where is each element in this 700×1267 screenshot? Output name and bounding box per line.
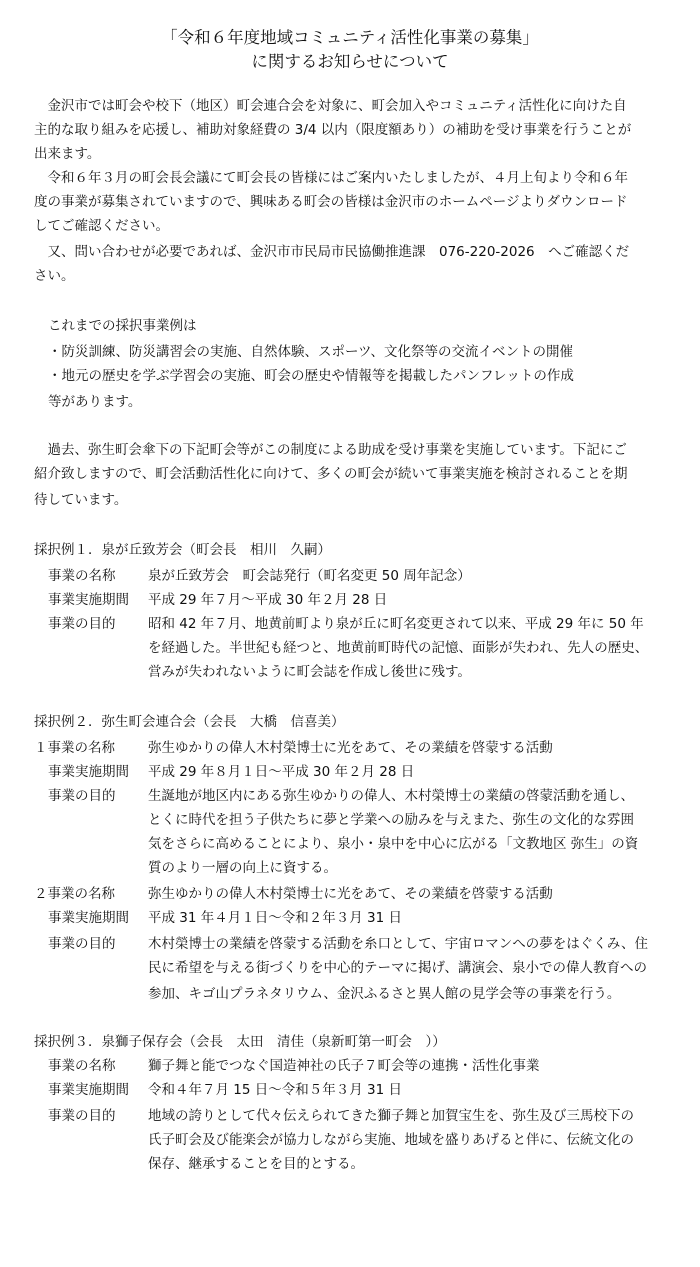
text-line: 出来ます。 bbox=[34, 146, 101, 162]
purpose-line: 地域の誇りとして代々伝えられてきた獅子舞と加賀宝生を、弥生及び三馬校下の bbox=[148, 1108, 634, 1124]
example-2-heading: 採択例２．弥生町会連合会（会長 大橋 信喜美） bbox=[34, 714, 345, 730]
purpose-label: 事業の目的 bbox=[48, 788, 116, 804]
purpose-label: 事業の目的 bbox=[48, 936, 116, 952]
period-label: 事業実施期間 bbox=[48, 764, 129, 780]
purpose-line: 生誕地が地区内にある弥生ゆかりの偉人、木村榮博士の業績の啓蒙活動を通し、 bbox=[148, 788, 634, 804]
purpose-line: 昭和 42 年７月、地黄前町より泉が丘に町名変更されて以来、平成 29 年に 50 年 bbox=[148, 616, 644, 632]
purpose-line: 参加、キゴ山プラネタリウム、金沢ふるさと異人館の見学会等の事業を行う。 bbox=[148, 986, 621, 1002]
purpose-line: 営みが失われないように町会誌を作成し後世に残す。 bbox=[148, 664, 471, 680]
purpose-label: 事業の目的 bbox=[48, 1108, 116, 1124]
purpose-line: を経過した。半世紀も経つと、地黄前町時代の記憶、面影が失われ、先人の歴史、 bbox=[148, 640, 649, 656]
text-line: 等があります。 bbox=[48, 394, 142, 410]
period-label: 事業実施期間 bbox=[48, 1082, 129, 1098]
text-line: これまでの採択事業例は bbox=[48, 318, 197, 334]
text-line: 過去、弥生町会傘下の下記町会等がこの制度による助成を受け事業を実施しています。下記にご bbox=[34, 442, 627, 458]
example-3-heading: 採択例３．泉獅子保存会（会長 太田 清佳（泉新町第一町会 ）） bbox=[34, 1034, 446, 1050]
name-label: 事業の名称 bbox=[48, 1058, 116, 1074]
text-line: 待しています。 bbox=[34, 492, 128, 508]
period-value: 平成 31 年４月１日～令和２年３月 31 日 bbox=[148, 910, 403, 926]
name-label: 事業の名称 bbox=[48, 568, 116, 584]
purpose-line: とくに時代を担う子供たちに夢と学業への励みを与えまた、弥生の文化的な雰囲 bbox=[148, 812, 634, 828]
purpose-line: 質のより一層の向上に資する。 bbox=[148, 860, 337, 876]
name-value: 獅子舞と能でつなぐ国造神社の氏子７町会等の連携・活性化事業 bbox=[148, 1058, 540, 1074]
text-line: 又、問い合わせが必要であれば、金沢市市民局市民協働推進課 076-220-2026 へご確認くだ bbox=[34, 244, 630, 260]
title-line-1: 「令和６年度地域コミュニティ活性化事業の募集」 bbox=[161, 28, 539, 47]
text-line: してご確認ください。 bbox=[34, 218, 169, 234]
purpose-line: 民に希望を与える街づくりを中心的テーマに掲げ、講演会、泉小での偉人教育への bbox=[148, 960, 647, 976]
text-line: 令和６年３月の町会長会議にて町会長の皆様にはご案内いたしましたが、４月上旬より令和６年 bbox=[34, 170, 628, 186]
text-line: 紹介致しますので、町会活動活性化に向けて、多くの町会が続いて事業実施を検討されることを期 bbox=[34, 466, 628, 482]
text-line: さい。 bbox=[34, 268, 75, 284]
text-line: 主的な取り組みを応援し、補助対象経費の 3/4 以内（限度額あり）の補助を受け事業を行うことが bbox=[34, 122, 632, 138]
name-label: １事業の名称 bbox=[34, 740, 115, 756]
name-value: 弥生ゆかりの偉人木村榮博士に光をあて、その業績を啓蒙する活動 bbox=[148, 740, 553, 756]
purpose-label: 事業の目的 bbox=[48, 616, 116, 632]
period-value: 平成 29 年７月～平成 30 年２月 28 日 bbox=[148, 592, 388, 608]
name-label: ２事業の名称 bbox=[34, 886, 115, 902]
purpose-line: 氏子町会及び能楽会が協力しながら実施、地域を盛りあげると伴に、伝統文化の bbox=[148, 1132, 634, 1148]
title-line-2: に関するお知らせについて bbox=[251, 52, 449, 71]
text-line: 度の事業が募集されていますので、興味ある町会の皆様は金沢市のホームページよりダウンロード bbox=[34, 194, 628, 210]
list-item: ・地元の歴史を学ぶ学習会の実施、町会の歴史や情報等を掲載したパンフレットの作成 bbox=[48, 368, 574, 384]
text-line: 金沢市では町会や校下（地区）町会連合会を対象に、町会加入やコミュニティ活性化に向けた自 bbox=[34, 98, 627, 114]
period-value: 平成 29 年８月１日～平成 30 年２月 28 日 bbox=[148, 764, 415, 780]
period-label: 事業実施期間 bbox=[48, 910, 129, 926]
example-1-heading: 採択例１．泉が丘致芳会（町会長 相川 久嗣） bbox=[34, 542, 331, 558]
purpose-line: 保存、継承することを目的とする。 bbox=[148, 1156, 364, 1172]
name-value: 泉が丘致芳会 町会誌発行（町名変更 50 周年記念） bbox=[148, 568, 471, 584]
purpose-line: 木村榮博士の業績を啓蒙する活動を糸口として、宇宙ロマンへの夢をはぐくみ、住 bbox=[148, 936, 649, 952]
list-item: ・防災訓練、防災講習会の実施、自然体験、スポーツ、文化祭等の交流イベントの開催 bbox=[48, 344, 574, 360]
period-value: 令和４年７月 15 日～令和５年３月 31 日 bbox=[148, 1082, 403, 1098]
name-value: 弥生ゆかりの偉人木村榮博士に光をあて、その業績を啓蒙する活動 bbox=[148, 886, 553, 902]
purpose-line: 気をさらに高めることにより、泉小・泉中を中心に広がる「文教地区 弥生」の資 bbox=[148, 836, 639, 852]
period-label: 事業実施期間 bbox=[48, 592, 129, 608]
